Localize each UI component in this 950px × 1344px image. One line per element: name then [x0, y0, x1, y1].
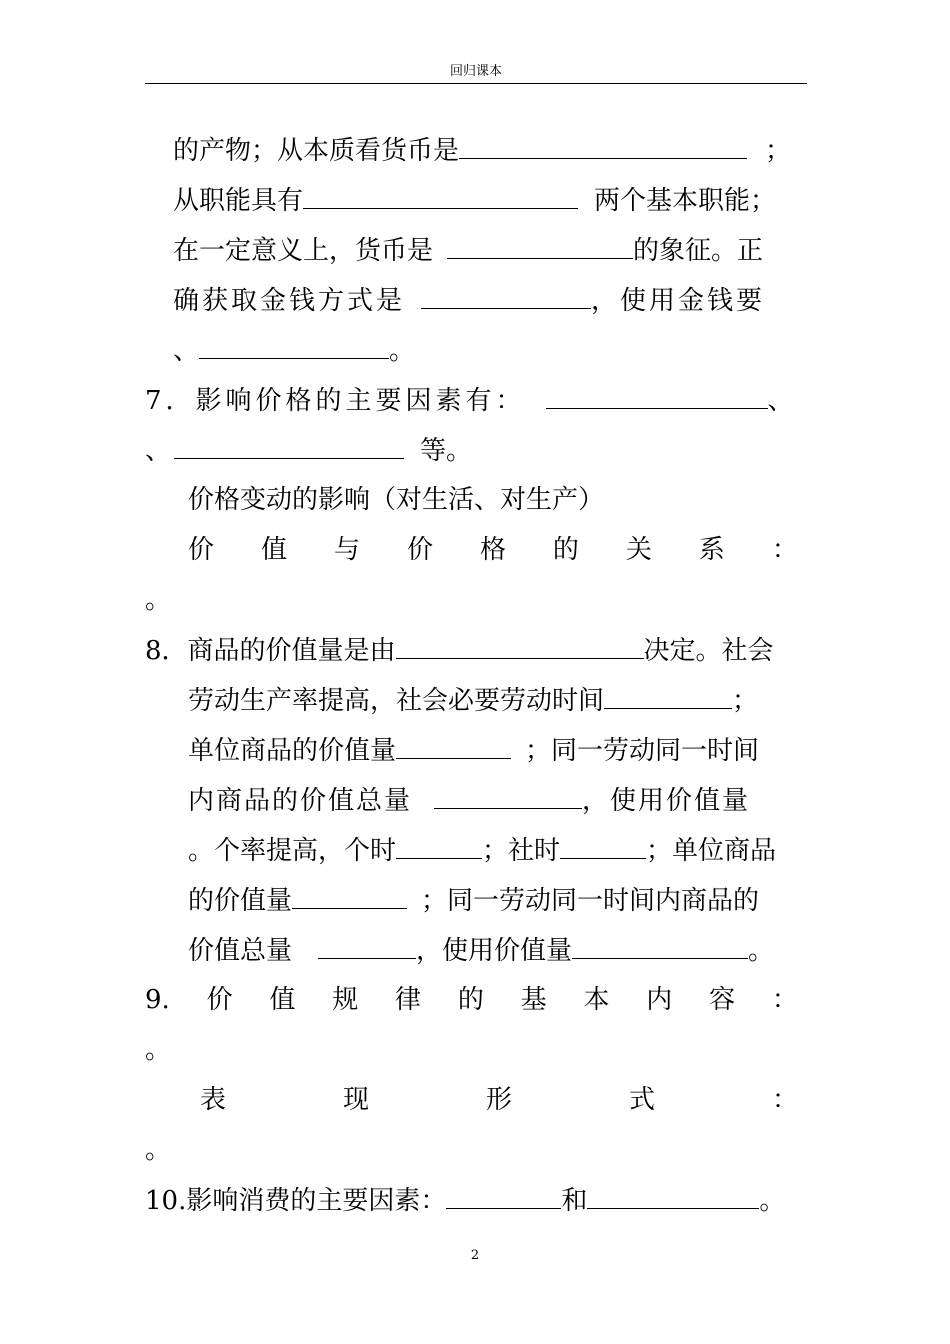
page-number: 2: [470, 1248, 480, 1263]
question-7: 7．影响价格的主要因素有： 、: [145, 382, 798, 419]
text-line: 、 等。: [145, 432, 472, 469]
text-line: 价格变动的影响（对生活、对生产）: [188, 485, 605, 515]
text-line: 。: [145, 1035, 172, 1065]
question-9: 9. 价 值 规 律 的 基 本 内 容 ：: [145, 985, 798, 1015]
fill-in-blank[interactable]: [434, 782, 582, 809]
justified-line: 价 值 与 价 格 的 关 系 ：: [188, 535, 798, 565]
fill-in-blank[interactable]: [546, 382, 768, 409]
text-line: 、 。: [173, 332, 415, 369]
text-line: 确获取金钱方式是 ，使用金钱要: [173, 282, 765, 319]
text-line: 的价值量 ；同一劳动同一时间内商品的: [188, 882, 759, 919]
fill-in-blank[interactable]: [396, 632, 644, 659]
text-line: 。个率提高，个时 ；社时 ；单位商品: [188, 832, 776, 869]
text-line: 。: [145, 585, 172, 615]
justified-line: 表 现 形 式 ：: [200, 1085, 798, 1115]
question-8: 8．商品的价值量是由 决定。社会: [145, 632, 774, 669]
text-line: 单位商品的价值量 ；同一劳动同一时间: [188, 732, 759, 769]
text-line: 劳动生产率提高，社会必要劳动时间 ；: [188, 682, 758, 719]
text-line: 的产物；从本质看货币是 ；: [173, 132, 791, 169]
question-10: 10.影响消费的主要因素： 和 。: [145, 1182, 785, 1219]
fill-in-blank[interactable]: [396, 732, 511, 759]
fill-in-blank[interactable]: [303, 182, 578, 209]
fill-in-blank[interactable]: [446, 1182, 561, 1209]
fill-in-blank[interactable]: [174, 432, 404, 459]
fill-in-blank[interactable]: [292, 882, 407, 909]
fill-in-blank[interactable]: [199, 332, 389, 359]
fill-in-blank[interactable]: [396, 832, 482, 859]
fill-in-blank[interactable]: [318, 932, 416, 959]
fill-in-blank[interactable]: [447, 232, 633, 259]
page-header: 回归课本: [449, 64, 502, 79]
text-line: 价值总量 ，使用价值量 。: [188, 932, 774, 969]
fill-in-blank[interactable]: [560, 832, 646, 859]
fill-in-blank[interactable]: [459, 132, 747, 159]
header-rule: [145, 83, 807, 84]
fill-in-blank[interactable]: [421, 282, 591, 309]
text-line: 从职能具有 两个基本职能；: [173, 182, 776, 219]
text-line: 。: [145, 1135, 172, 1165]
fill-in-blank[interactable]: [604, 682, 732, 709]
text-line: 内商品的价值总量 ，使用价值量: [188, 782, 750, 819]
fill-in-blank[interactable]: [572, 932, 748, 959]
fill-in-blank[interactable]: [587, 1182, 759, 1209]
text-line: 在一定意义上，货币是 的象征。正: [173, 232, 763, 269]
